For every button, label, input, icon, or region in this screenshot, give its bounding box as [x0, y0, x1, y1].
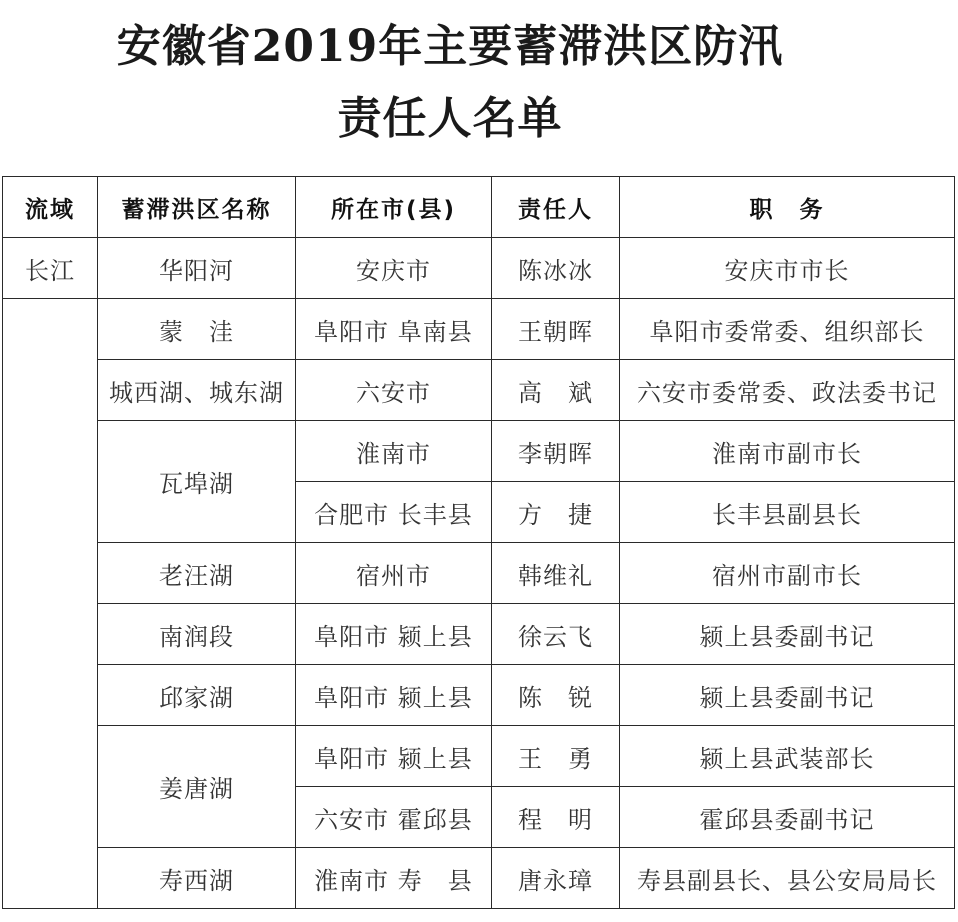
table-row	[3, 848, 955, 909]
table-header-row	[3, 177, 955, 238]
position-cell: 安庆市市长	[620, 238, 955, 299]
position-cell: 颍上县委副书记	[620, 604, 955, 665]
table-row	[3, 665, 955, 726]
document-title-line-1: 安徽省2019年主要蓄滞洪区防汛	[116, 21, 784, 72]
position-cell: 阜阳市委常委、组织部长	[620, 299, 955, 360]
city-cell: 六安市 霍邱县	[296, 787, 492, 848]
table-row	[3, 604, 955, 665]
document-title-line-2: 责任人名单	[337, 93, 563, 144]
position-cell: 寿县副县长、县公安局局长	[620, 848, 955, 909]
area-cell: 瓦埠湖	[98, 421, 296, 543]
area-cell: 蒙 洼	[98, 299, 296, 360]
person-cell: 唐永璋	[492, 848, 620, 909]
table-row	[3, 360, 955, 421]
city-cell: 阜阳市 颍上县	[296, 726, 492, 787]
city-cell: 阜阳市 颍上县	[296, 665, 492, 726]
table-row	[3, 299, 955, 360]
city-cell: 合肥市 长丰县	[296, 482, 492, 543]
city-cell: 阜阳市 颍上县	[296, 604, 492, 665]
person-cell: 高 斌	[492, 360, 620, 421]
person-cell: 陈 锐	[492, 665, 620, 726]
person-cell: 程 明	[492, 787, 620, 848]
area-cell: 邱家湖	[98, 665, 296, 726]
city-cell: 安庆市	[296, 238, 492, 299]
person-cell: 王朝晖	[492, 299, 620, 360]
person-cell: 徐云飞	[492, 604, 620, 665]
header-basin: 流域	[3, 177, 98, 238]
header-area-name: 蓄滞洪区名称	[98, 177, 296, 238]
position-cell: 颍上县委副书记	[620, 665, 955, 726]
position-cell: 长丰县副县长	[620, 482, 955, 543]
person-cell: 陈冰冰	[492, 238, 620, 299]
city-cell: 六安市	[296, 360, 492, 421]
table-row	[3, 238, 955, 299]
position-cell: 宿州市副市长	[620, 543, 955, 604]
basin-cell-empty	[3, 299, 98, 909]
header-city: 所在市(县)	[296, 177, 492, 238]
city-cell: 淮南市 寿 县	[296, 848, 492, 909]
person-cell: 韩维礼	[492, 543, 620, 604]
area-cell: 老汪湖	[98, 543, 296, 604]
table-row	[3, 421, 955, 482]
header-position: 职 务	[620, 177, 955, 238]
area-cell: 姜唐湖	[98, 726, 296, 848]
city-cell: 淮南市	[296, 421, 492, 482]
table-row	[3, 543, 955, 604]
area-cell: 城西湖、城东湖	[98, 360, 296, 421]
position-cell: 六安市委常委、政法委书记	[620, 360, 955, 421]
person-cell: 王 勇	[492, 726, 620, 787]
area-cell: 华阳河	[98, 238, 296, 299]
basin-cell: 长江	[3, 238, 98, 299]
city-cell: 阜阳市 阜南县	[296, 299, 492, 360]
position-cell: 颍上县武装部长	[620, 726, 955, 787]
area-cell: 南润段	[98, 604, 296, 665]
city-cell: 宿州市	[296, 543, 492, 604]
position-cell: 淮南市副市长	[620, 421, 955, 482]
person-cell: 李朝晖	[492, 421, 620, 482]
position-cell: 霍邱县委副书记	[620, 787, 955, 848]
responsibility-roster-table	[2, 176, 955, 909]
area-cell: 寿西湖	[98, 848, 296, 909]
person-cell: 方 捷	[492, 482, 620, 543]
table-row	[3, 726, 955, 787]
header-person: 责任人	[492, 177, 620, 238]
